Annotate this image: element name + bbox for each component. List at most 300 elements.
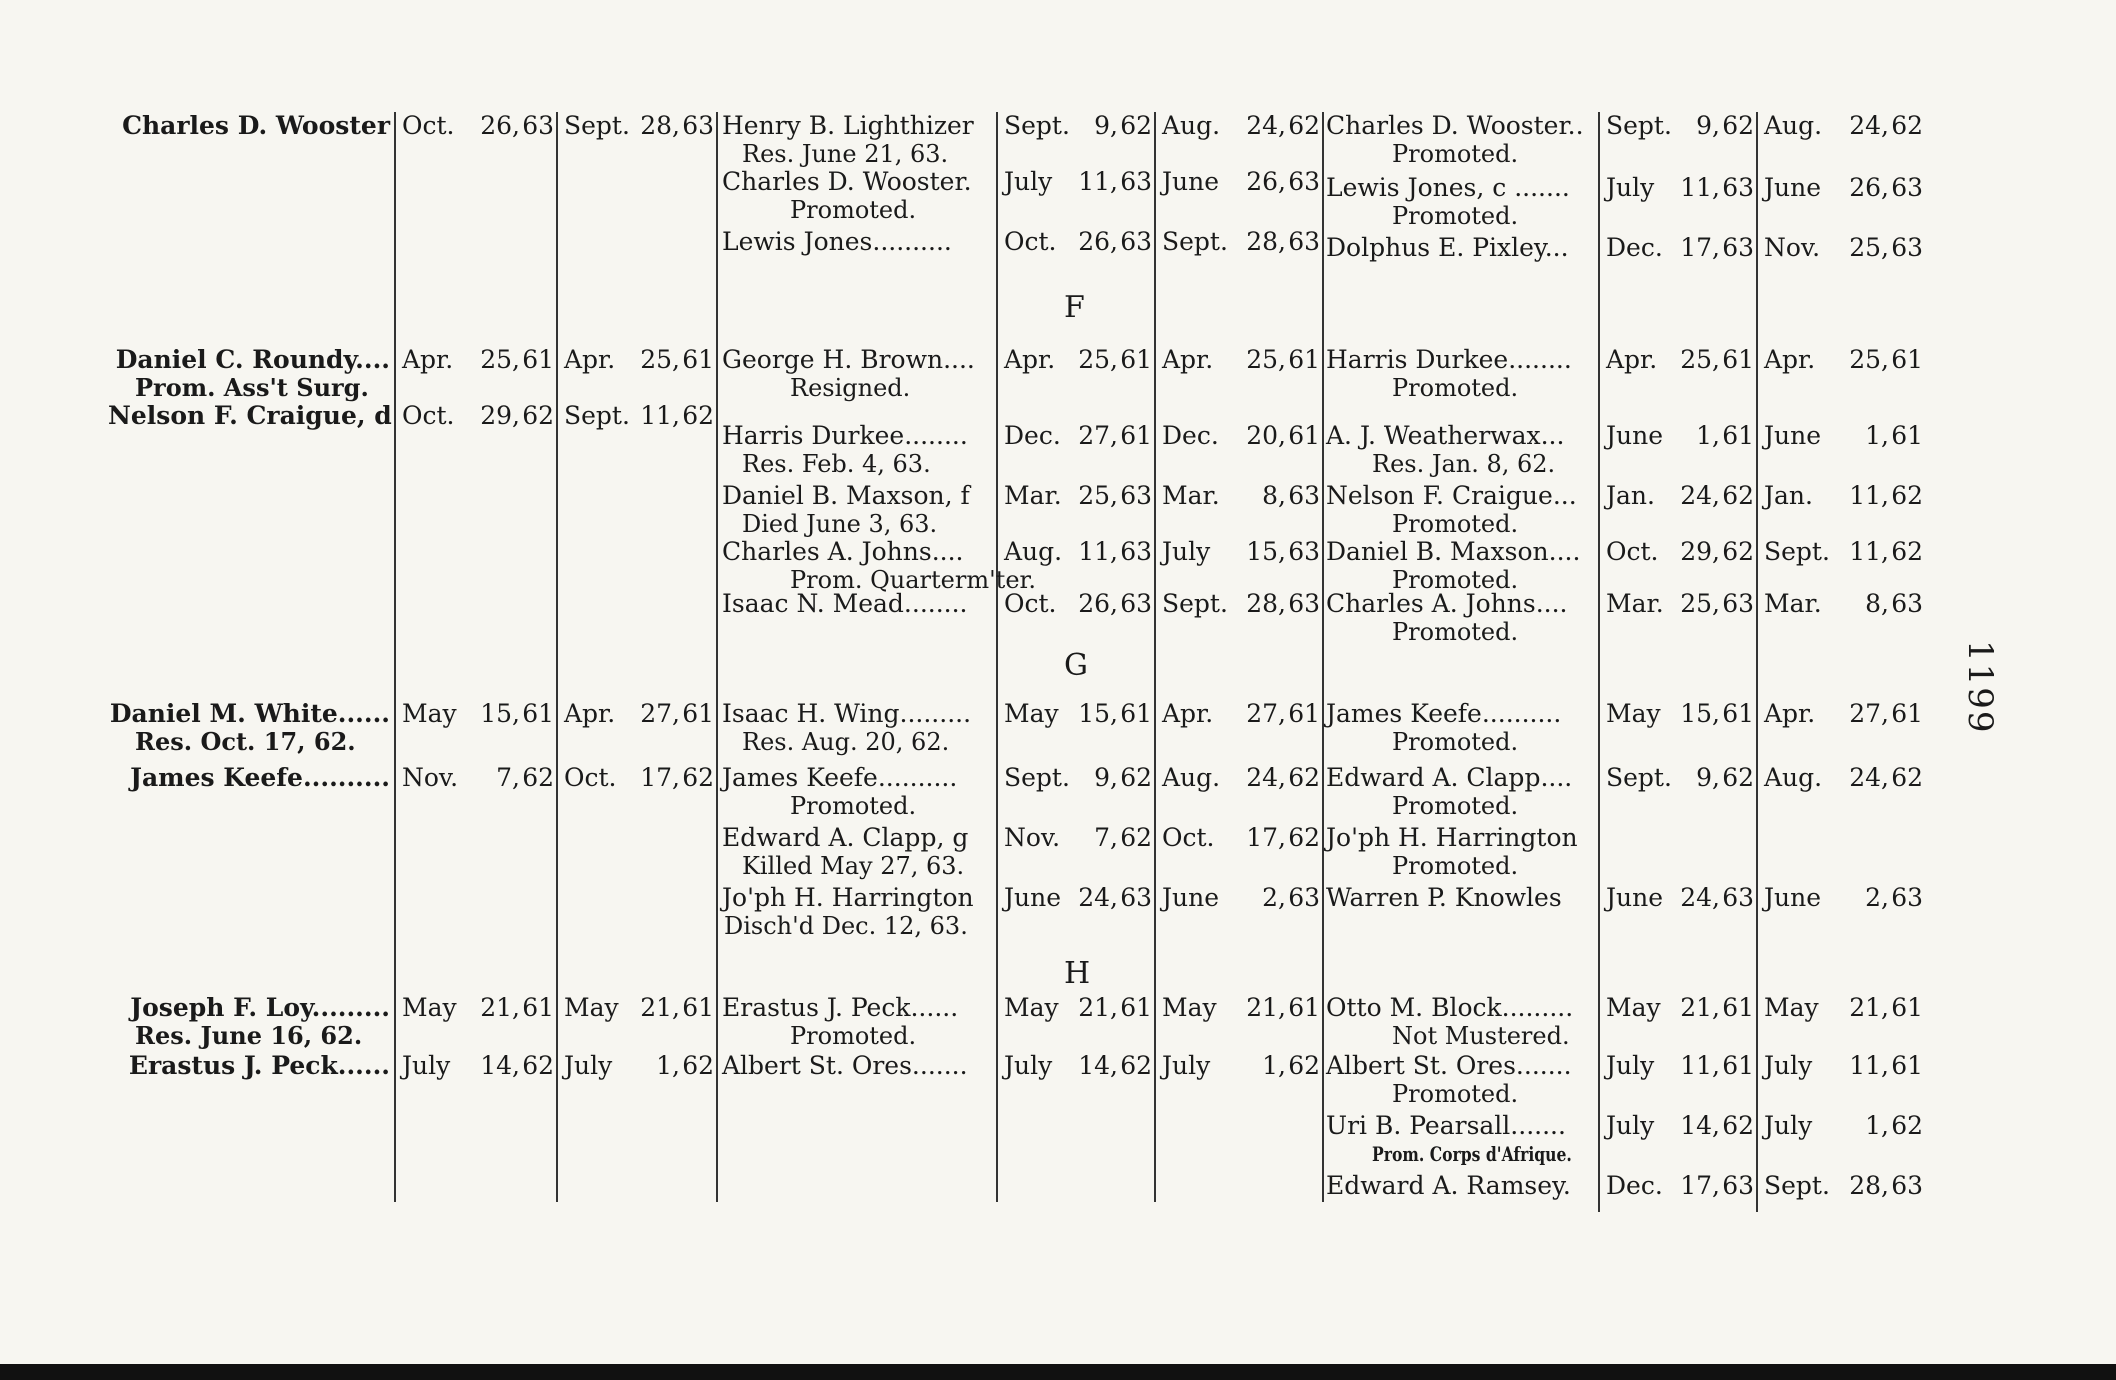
date-year: 62 — [1891, 111, 1923, 140]
rank-from-date — [1004, 482, 1152, 510]
officer-name: Charles D. Wooster. — [722, 167, 972, 196]
officer-name: Jo'ph H. Harrington — [1326, 823, 1578, 852]
date-month: May — [402, 699, 457, 728]
date-month: June — [1162, 883, 1220, 912]
date-month: May — [1162, 993, 1217, 1022]
date-year: 62 — [1891, 537, 1923, 566]
officer-note: Promoted. — [1392, 852, 1519, 880]
date-year: 61 — [1891, 993, 1923, 1022]
date-day: 25, — [1680, 589, 1720, 618]
date-day: 25, — [1680, 345, 1720, 374]
date-day: 14, — [1078, 1051, 1118, 1080]
date-year: 63 — [1891, 173, 1923, 202]
date-year: 61 — [1288, 345, 1320, 374]
rank-from-date — [1606, 590, 1754, 618]
officer-note: Disch'd Dec. 12, 63. — [724, 912, 968, 940]
officer-note: Killed May 27, 63. — [742, 852, 965, 880]
date-day: 29, — [1680, 537, 1720, 566]
date-month: Apr. — [402, 345, 454, 374]
officer-note: Res. Aug. 20, 62. — [742, 728, 950, 756]
date-day: 2, — [1865, 883, 1889, 912]
bottom-border — [0, 1364, 2116, 1380]
date-year: 62 — [1722, 537, 1754, 566]
officer-name: James Keefe.......... — [130, 763, 390, 792]
date-month: Sept. — [1606, 763, 1672, 792]
officer-note: Promoted. — [1392, 566, 1519, 594]
muster-date — [1162, 346, 1320, 374]
date-month: Mar. — [1004, 481, 1062, 510]
date-year: 61 — [1120, 699, 1152, 728]
date-year: 63 — [1722, 233, 1754, 262]
date-day: 24, — [1680, 481, 1720, 510]
officer-name: James Keefe.......... — [1326, 699, 1562, 728]
column-rule — [716, 112, 718, 1202]
officer-name: Uri B. Pearsall....... — [1326, 1111, 1566, 1140]
date-year: 63 — [1288, 167, 1320, 196]
officer-name: George H. Brown.... — [722, 345, 975, 374]
officer-note: Promoted. — [1392, 1080, 1519, 1108]
date-day: 26, — [1078, 227, 1118, 256]
date-day: 11, — [640, 401, 680, 430]
date-year: 62 — [1288, 823, 1320, 852]
date-year: 62 — [1288, 763, 1320, 792]
officer-name: Harris Durkee........ — [1326, 345, 1572, 374]
date-month: June — [1764, 173, 1822, 202]
date-day: 7, — [1094, 823, 1118, 852]
date-day: 9, — [1094, 111, 1118, 140]
date-month: Sept. — [1004, 111, 1070, 140]
muster-date — [1764, 1172, 1923, 1200]
date-month: May — [1606, 993, 1661, 1022]
date-day: 20, — [1246, 421, 1286, 450]
rank-from-date — [402, 346, 554, 374]
date-month: Sept. — [1764, 537, 1830, 566]
date-day: 24, — [1680, 883, 1720, 912]
date-day: 17, — [1680, 1171, 1720, 1200]
rank-from-date — [402, 112, 554, 140]
date-day: 25, — [480, 345, 520, 374]
date-day: 26, — [480, 111, 520, 140]
date-year: 63 — [1288, 537, 1320, 566]
muster-date — [1162, 482, 1320, 510]
date-month: Aug. — [1004, 537, 1063, 566]
rank-from-date — [402, 764, 554, 792]
rank-from-date — [1606, 700, 1754, 728]
date-year: 61 — [1722, 1051, 1754, 1080]
officer-note: Died June 3, 63. — [742, 510, 938, 538]
date-day: 14, — [480, 1051, 520, 1080]
date-month: May — [1004, 699, 1059, 728]
column-rule — [1756, 112, 1758, 1212]
date-month: Oct. — [402, 111, 455, 140]
rank-from-date — [1606, 174, 1754, 202]
officer-name: Jo'ph H. Harrington — [722, 883, 974, 912]
date-day: 24, — [1246, 763, 1286, 792]
date-month: Jan. — [1764, 481, 1813, 510]
rank-from-date — [1004, 538, 1152, 566]
muster-date — [564, 1052, 714, 1080]
date-day: 17, — [1246, 823, 1286, 852]
date-year: 63 — [1120, 167, 1152, 196]
date-month: May — [564, 993, 619, 1022]
date-month: Sept. — [1764, 1171, 1830, 1200]
date-year: 61 — [1722, 993, 1754, 1022]
date-month: Sept. — [1606, 111, 1672, 140]
date-month: May — [402, 993, 457, 1022]
date-day: 1, — [656, 1051, 680, 1080]
date-day: 26, — [1078, 589, 1118, 618]
date-month: Apr. — [564, 345, 616, 374]
date-month: July — [402, 1051, 451, 1080]
officer-note: Promoted. — [1392, 728, 1519, 756]
date-day: 28, — [640, 111, 680, 140]
date-day: 11, — [1849, 537, 1889, 566]
officer-name: Lewis Jones.......... — [722, 227, 952, 256]
rank-from-date — [1606, 346, 1754, 374]
date-month: Oct. — [1004, 227, 1057, 256]
date-month: Oct. — [1162, 823, 1215, 852]
muster-date — [1162, 700, 1320, 728]
officer-name: Warren P. Knowles — [1326, 883, 1562, 912]
date-day: 1, — [1865, 1111, 1889, 1140]
date-day: 24, — [1849, 763, 1889, 792]
date-year: 61 — [682, 345, 714, 374]
officer-note: Promoted. — [790, 792, 917, 820]
officer-name: Otto M. Block......... — [1326, 993, 1574, 1022]
date-day: 17, — [640, 763, 680, 792]
muster-date — [564, 112, 714, 140]
muster-date — [1162, 994, 1320, 1022]
date-year: 61 — [522, 993, 554, 1022]
muster-date — [564, 994, 714, 1022]
date-day: 11, — [1078, 537, 1118, 566]
date-month: Oct. — [402, 401, 455, 430]
date-day: 1, — [1696, 421, 1720, 450]
date-year: 61 — [1891, 421, 1923, 450]
officer-name: Edward A. Clapp, g — [722, 823, 969, 852]
officer-note: Promoted. — [1392, 140, 1519, 168]
date-month: Sept. — [564, 401, 630, 430]
date-year: 62 — [682, 401, 714, 430]
date-year: 63 — [1120, 883, 1152, 912]
rank-from-date — [1606, 1112, 1754, 1140]
date-year: 62 — [1120, 823, 1152, 852]
officer-note: Not Mustered. — [1392, 1022, 1570, 1050]
date-year: 62 — [1120, 111, 1152, 140]
date-year: 63 — [1288, 481, 1320, 510]
muster-date — [564, 346, 714, 374]
date-month: June — [1162, 167, 1220, 196]
company-letter: G — [1064, 648, 1088, 683]
muster-date — [1764, 764, 1923, 792]
date-day: 2, — [1262, 883, 1286, 912]
rank-from-date — [1606, 1172, 1754, 1200]
date-year: 61 — [1120, 421, 1152, 450]
date-year: 62 — [1120, 1051, 1152, 1080]
date-year: 62 — [1288, 1051, 1320, 1080]
rank-from-date — [1606, 884, 1754, 912]
officer-name: A. J. Weatherwax... — [1326, 421, 1565, 450]
muster-date — [1764, 482, 1923, 510]
rank-from-date — [402, 700, 554, 728]
officer-name: Harris Durkee........ — [722, 421, 968, 450]
officer-note: Prom. Ass't Surg. — [135, 373, 369, 402]
officer-name: Henry B. Lighthizer — [722, 111, 974, 140]
date-day: 11, — [1849, 1051, 1889, 1080]
date-day: 17, — [1680, 233, 1720, 262]
company-letter: H — [1064, 956, 1091, 991]
date-month: June — [1606, 883, 1664, 912]
date-year: 63 — [1120, 227, 1152, 256]
date-day: 28, — [1849, 1171, 1889, 1200]
officer-note: Res. June 16, 62. — [135, 1021, 363, 1050]
muster-date — [1764, 346, 1923, 374]
date-month: June — [1764, 883, 1822, 912]
date-year: 63 — [1120, 481, 1152, 510]
officer-note: Promoted. — [1392, 374, 1519, 402]
date-day: 26, — [1849, 173, 1889, 202]
officer-note: Res. Jan. 8, 62. — [1372, 450, 1556, 478]
date-month: Apr. — [1162, 345, 1214, 374]
officer-name: Daniel B. Maxson, f — [722, 481, 970, 510]
date-month: July — [1606, 1111, 1655, 1140]
date-year: 62 — [1120, 763, 1152, 792]
muster-date — [1764, 174, 1923, 202]
date-day: 21, — [1849, 993, 1889, 1022]
date-day: 9, — [1094, 763, 1118, 792]
date-day: 28, — [1246, 227, 1286, 256]
date-month: Sept. — [1004, 763, 1070, 792]
date-year: 63 — [1120, 589, 1152, 618]
date-month: July — [564, 1051, 613, 1080]
date-month: Nov. — [1764, 233, 1821, 262]
date-month: Dec. — [1162, 421, 1219, 450]
date-month: Mar. — [1606, 589, 1664, 618]
rank-from-date — [1606, 764, 1754, 792]
date-year: 62 — [682, 763, 714, 792]
column-rule — [556, 112, 558, 1202]
officer-name: Lewis Jones, c ....... — [1326, 173, 1570, 202]
date-month: Aug. — [1764, 763, 1823, 792]
date-year: 61 — [1288, 421, 1320, 450]
date-month: June — [1004, 883, 1062, 912]
date-month: July — [1162, 537, 1211, 566]
date-month: June — [1606, 421, 1664, 450]
date-month: May — [1606, 699, 1661, 728]
officer-name: Charles A. Johns.... — [722, 537, 964, 566]
date-day: 29, — [480, 401, 520, 430]
muster-date — [564, 764, 714, 792]
officer-note: Prom. Quarterm'ter. — [790, 566, 1036, 594]
date-month: July — [1764, 1051, 1813, 1080]
officer-name: Dolphus E. Pixley... — [1326, 233, 1569, 262]
date-day: 21, — [1078, 993, 1118, 1022]
muster-date — [1764, 538, 1923, 566]
officer-note: Res. June 21, 63. — [742, 140, 949, 168]
date-year: 63 — [1891, 233, 1923, 262]
officer-note: Resigned. — [790, 374, 911, 402]
date-year: 62 — [1722, 111, 1754, 140]
muster-date — [1162, 884, 1320, 912]
rank-from-date — [1004, 590, 1152, 618]
date-year: 63 — [1722, 589, 1754, 618]
date-day: 8, — [1865, 589, 1889, 618]
date-day: 27, — [1078, 421, 1118, 450]
date-month: Oct. — [1606, 537, 1659, 566]
date-year: 63 — [1722, 883, 1754, 912]
rank-from-date — [1004, 700, 1152, 728]
rank-from-date — [1606, 234, 1754, 262]
date-year: 63 — [1722, 173, 1754, 202]
muster-date — [1162, 764, 1320, 792]
date-month: Apr. — [1004, 345, 1056, 374]
rank-from-date — [1606, 538, 1754, 566]
date-day: 8, — [1262, 481, 1286, 510]
officer-name: Erastus J. Peck...... — [722, 993, 959, 1022]
date-day: 27, — [1246, 699, 1286, 728]
date-day: 24, — [1849, 111, 1889, 140]
date-year: 61 — [1120, 993, 1152, 1022]
date-year: 62 — [1722, 481, 1754, 510]
date-month: Nov. — [402, 763, 459, 792]
column-rule — [996, 112, 998, 1202]
date-month: Mar. — [1764, 589, 1822, 618]
officer-name: James Keefe.......... — [722, 763, 958, 792]
date-day: 21, — [1246, 993, 1286, 1022]
date-month: Dec. — [1004, 421, 1061, 450]
date-month: Apr. — [1162, 699, 1214, 728]
date-day: 1, — [1262, 1051, 1286, 1080]
muster-date — [1764, 700, 1923, 728]
officer-name: Albert St. Ores....... — [1326, 1051, 1572, 1080]
column-rule — [1154, 112, 1156, 1202]
date-month: Apr. — [1606, 345, 1658, 374]
date-year: 63 — [1891, 883, 1923, 912]
date-year: 62 — [1288, 111, 1320, 140]
page-number: 1199 — [1960, 640, 2000, 735]
muster-date — [1162, 1052, 1320, 1080]
rank-from-date — [1004, 168, 1152, 196]
date-day: 21, — [1680, 993, 1720, 1022]
rank-from-date — [1004, 764, 1152, 792]
date-day: 11, — [1680, 1051, 1720, 1080]
date-year: 62 — [1891, 763, 1923, 792]
date-month: Sept. — [564, 111, 630, 140]
officer-note: Promoted. — [1392, 510, 1519, 538]
date-year: 62 — [1722, 1111, 1754, 1140]
date-month: Apr. — [1764, 699, 1816, 728]
muster-date — [1764, 422, 1923, 450]
date-year: 63 — [682, 111, 714, 140]
muster-date — [1162, 422, 1320, 450]
date-month: July — [1606, 173, 1655, 202]
date-year: 63 — [1288, 589, 1320, 618]
rank-from-date — [1606, 1052, 1754, 1080]
muster-date — [1764, 1112, 1923, 1140]
officer-name: Charles D. Wooster — [122, 111, 390, 140]
date-month: Sept. — [1162, 589, 1228, 618]
date-year: 61 — [1891, 1051, 1923, 1080]
date-day: 9, — [1696, 763, 1720, 792]
date-year: 61 — [522, 345, 554, 374]
muster-date — [1162, 538, 1320, 566]
officer-note: Res. Feb. 4, 63. — [742, 450, 931, 478]
date-day: 11, — [1849, 481, 1889, 510]
company-letter: F — [1064, 290, 1085, 325]
date-month: Aug. — [1162, 111, 1221, 140]
officer-name: Nelson F. Craigue... — [1326, 481, 1577, 510]
date-year: 62 — [1891, 481, 1923, 510]
date-day: 21, — [480, 993, 520, 1022]
date-year: 63 — [1722, 1171, 1754, 1200]
date-year: 63 — [1288, 883, 1320, 912]
date-day: 25, — [1849, 233, 1889, 262]
rank-from-date — [402, 1052, 554, 1080]
muster-date — [1764, 884, 1923, 912]
date-month: Apr. — [564, 699, 616, 728]
date-day: 21, — [640, 993, 680, 1022]
officer-note: Prom. Corps d'Afrique. — [1372, 1142, 1572, 1166]
muster-date — [1764, 590, 1923, 618]
date-day: 9, — [1696, 111, 1720, 140]
date-day: 24, — [1078, 883, 1118, 912]
muster-date — [1162, 824, 1320, 852]
officer-name: Daniel M. White...... — [109, 699, 390, 728]
date-month: Dec. — [1606, 1171, 1663, 1200]
date-day: 24, — [1246, 111, 1286, 140]
date-year: 61 — [682, 993, 714, 1022]
officer-name: Edward A. Ramsey. — [1326, 1171, 1571, 1200]
date-year: 61 — [1891, 699, 1923, 728]
date-day: 25, — [1078, 481, 1118, 510]
officer-name: Erastus J. Peck...... — [128, 1051, 390, 1080]
column-rule — [1598, 112, 1600, 1212]
muster-date — [1764, 1052, 1923, 1080]
date-month: Sept. — [1162, 227, 1228, 256]
date-year: 63 — [1891, 589, 1923, 618]
date-day: 15, — [1246, 537, 1286, 566]
rank-from-date — [1004, 824, 1152, 852]
date-year: 61 — [522, 699, 554, 728]
rank-from-date — [1004, 346, 1152, 374]
muster-date — [1162, 112, 1320, 140]
rank-from-date — [1004, 112, 1152, 140]
rank-from-date — [1004, 884, 1152, 912]
date-day: 25, — [1246, 345, 1286, 374]
date-month: Oct. — [564, 763, 617, 792]
rank-from-date — [1606, 482, 1754, 510]
date-day: 25, — [1849, 345, 1889, 374]
date-month: Nov. — [1004, 823, 1061, 852]
date-month: Mar. — [1162, 481, 1220, 510]
date-year: 62 — [522, 401, 554, 430]
date-year: 61 — [1722, 699, 1754, 728]
date-month: July — [1764, 1111, 1813, 1140]
rank-from-date — [1004, 422, 1152, 450]
muster-date — [1162, 228, 1320, 256]
date-year: 63 — [1120, 537, 1152, 566]
date-month: Dec. — [1606, 233, 1663, 262]
date-day: 27, — [640, 699, 680, 728]
date-day: 11, — [1680, 173, 1720, 202]
date-day: 15, — [480, 699, 520, 728]
date-day: 28, — [1246, 589, 1286, 618]
column-rule — [1322, 112, 1324, 1202]
rank-from-date — [1004, 228, 1152, 256]
date-month: June — [1764, 421, 1822, 450]
muster-date — [1162, 168, 1320, 196]
date-year: 61 — [1288, 699, 1320, 728]
